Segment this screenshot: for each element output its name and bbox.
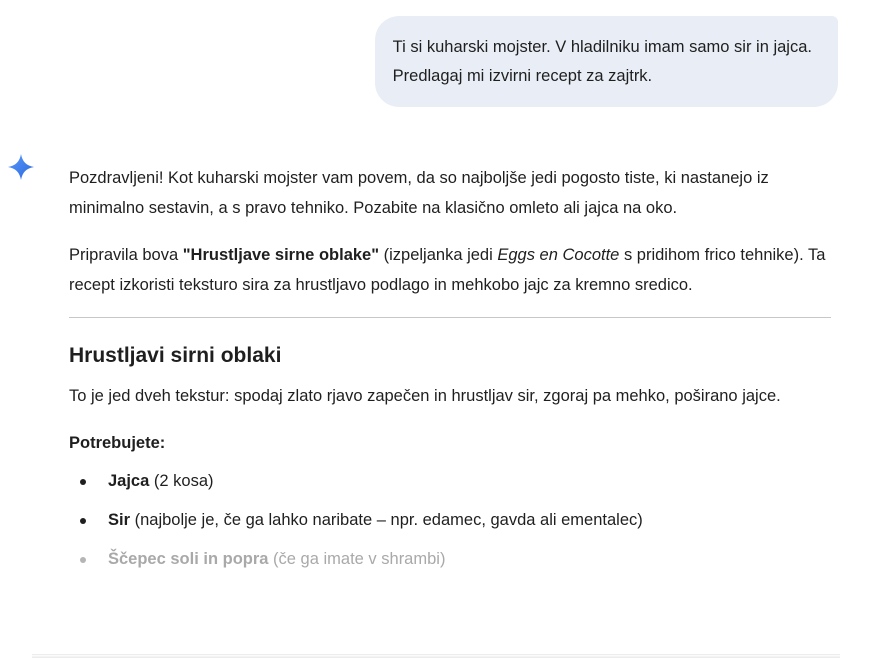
intro-paragraph: Pozdravljeni! Kot kuharski mojster vam povem, da so najboljše jedi pogosto tiste, ki nastanejo iz minimalno sestavin, a s pravo tehniko. Pozabite na klasično omleto ali jajca na oko. — [69, 169, 769, 217]
recipe-intro-prefix: Pripravila bova — [69, 246, 183, 264]
user-message-bubble — [375, 16, 838, 107]
ingredient-detail: (2 kosa) — [149, 472, 214, 490]
ingredient-detail: (če ga imate v shrambi) — [268, 550, 446, 568]
ingredient-detail: (najbolje je, če ga lahko naribate – npr. edamec, gavda ali ementalec) — [130, 511, 643, 529]
user-message-line-1: Ti si kuharski mojster. V hladilniku imam samo sir in jajca. — [392, 38, 812, 56]
recipe-description: To je jed dveh tekstur: spodaj zlato rjavo zapečen in hrustljav sir, zgoraj pa mehko, poširano jajce. — [69, 387, 781, 405]
bullet-icon — [80, 518, 86, 524]
recipe-intro-middle: (izpeljanka jedi — [379, 246, 498, 264]
recipe-name-bold: "Hrustljave sirne oblake" — [182, 246, 380, 264]
ingredient-item — [69, 505, 831, 535]
recipe-intro-paragraph — [69, 240, 831, 300]
section-divider — [69, 317, 831, 318]
ingredient-item — [69, 544, 831, 574]
recipe-title: Hrustljavi sirni oblaki — [69, 344, 282, 367]
gemini-sparkle-icon — [7, 153, 35, 181]
recipe-intro-suffix: s pridihom frico tehnike). Ta recept izkoristi teksturo sira za hrustljavo podlago in mehkobo jajc za kremno sredico. — [69, 246, 826, 294]
ingredient-name: Ščepec soli in popra — [108, 550, 269, 568]
ingredients-list — [69, 466, 831, 574]
user-message-row — [375, 16, 838, 107]
model-response — [69, 163, 831, 583]
bullet-icon — [80, 479, 86, 485]
ingredient-name: Sir — [108, 511, 131, 529]
dish-name-italic: Eggs en Cocotte — [497, 246, 620, 264]
ingredient-item — [69, 466, 831, 496]
ingredient-name: Jajca — [108, 472, 150, 490]
bullet-icon — [80, 557, 86, 563]
ingredients-heading: Potrebujete: — [69, 434, 166, 452]
user-message-line-2: Predlagaj mi izvirni recept za zajtrk. — [392, 67, 653, 85]
input-area-edge — [32, 654, 840, 658]
